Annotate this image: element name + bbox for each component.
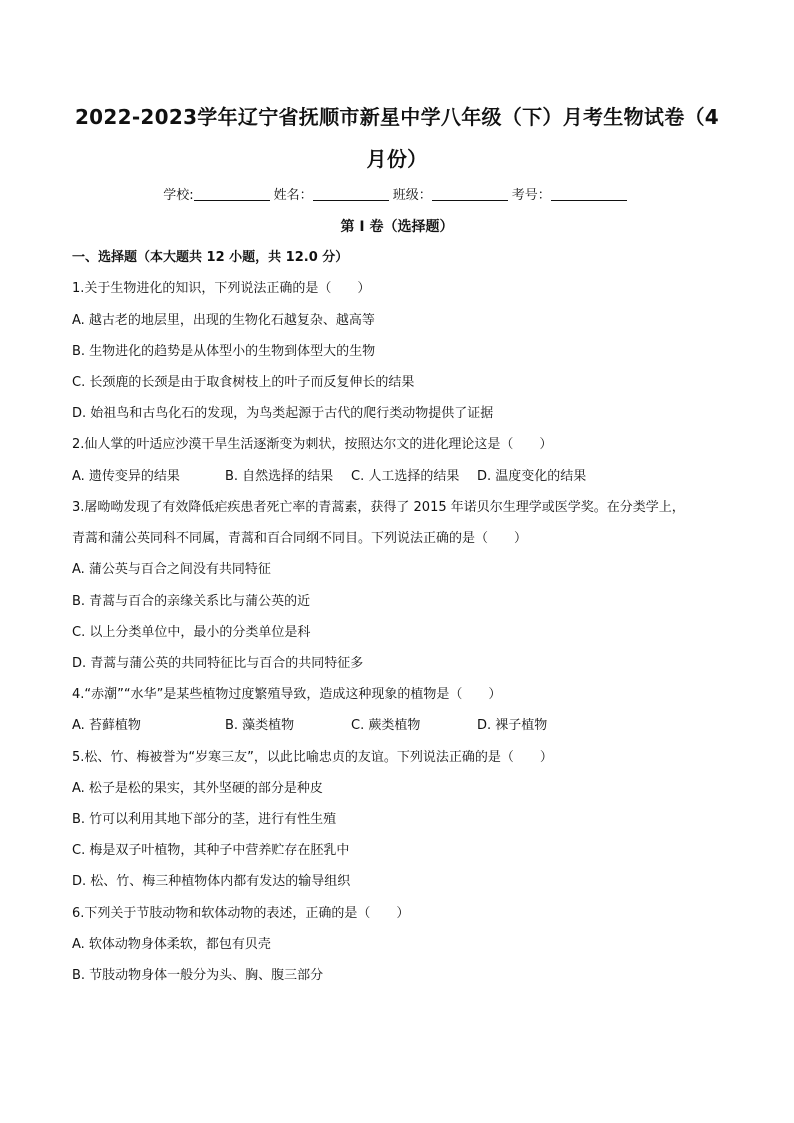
question-2-option-c: C. 人工选择的结果 bbox=[351, 469, 460, 484]
question-4-stem: 4.“赤潮”“水华”是某些植物过度繁殖导致，造成这种现象的植物是（ ） bbox=[72, 687, 502, 702]
question-2-options bbox=[72, 467, 586, 487]
question-6-option-a: A. 软体动物身体柔软，都包有贝壳 bbox=[72, 937, 271, 952]
part-heading: 一、选择题（本大题共 12 小题，共 12.0 分） bbox=[72, 250, 349, 265]
question-4-options bbox=[72, 716, 547, 736]
exam-number-blank[interactable] bbox=[551, 186, 627, 201]
section-title: 第 I 卷（选择题） bbox=[340, 219, 454, 235]
question-5-stem: 5.松、竹、梅被誉为“岁寒三友”，以此比喻忠贞的友谊。下列说法正确的是（ ） bbox=[72, 750, 553, 765]
name-label: 姓名： bbox=[273, 188, 313, 203]
question-3-option-b: B. 青蒿与百合的亲缘关系比与蒲公英的近 bbox=[72, 594, 311, 609]
question-5-option-a: A. 松子是松的果实，其外坚硬的部分是种皮 bbox=[72, 781, 323, 796]
class-blank[interactable] bbox=[432, 186, 508, 201]
exam-title-line-1: 2022-2023学年辽宁省抚顺市新星中学八年级（下）月考生物试卷（4 bbox=[74, 105, 720, 129]
question-3-stem-continued: 青蒿和蒲公英同科不同属，青蒿和百合同纲不同目。下列说法正确的是（ ） bbox=[72, 531, 528, 546]
question-3-option-a: A. 蒲公英与百合之间没有共同特征 bbox=[72, 562, 271, 577]
question-3-option-c: C. 以上分类单位中，最小的分类单位是科 bbox=[72, 625, 311, 640]
question-1-option-c: C. 长颈鹿的长颈是由于取食树枝上的叶子而反复伸长的结果 bbox=[72, 375, 415, 390]
question-2-option-d: D. 温度变化的结果 bbox=[477, 469, 587, 484]
question-5-option-c: C. 梅是双子叶植物，其种子中营养贮存在胚乳中 bbox=[72, 843, 350, 858]
question-2-option-b: B. 自然选择的结果 bbox=[225, 469, 334, 484]
question-5-option-b: B. 竹可以利用其地下部分的茎，进行有性生殖 bbox=[72, 812, 337, 827]
question-5-option-d: D. 松、竹、梅三种植物体内都有发达的输导组织 bbox=[72, 874, 351, 889]
question-1-stem: 1.关于生物进化的知识，下列说法正确的是（ ） bbox=[72, 281, 371, 296]
question-4-option-a: A. 苔藓植物 bbox=[72, 718, 141, 733]
question-1-option-d: D. 始祖鸟和古鸟化石的发现，为鸟类起源于古代的爬行类动物提供了证据 bbox=[72, 406, 494, 421]
exam-title-line-2: 月份） bbox=[366, 147, 428, 171]
question-4-option-c: C. 蕨类植物 bbox=[351, 718, 421, 733]
question-1-option-a: A. 越古老的地层里，出现的生物化石越复杂、越高等 bbox=[72, 313, 375, 328]
question-2-stem: 2.仙人掌的叶适应沙漠干旱生活逐渐变为刺状，按照达尔文的进化理论这是（ ） bbox=[72, 437, 553, 452]
question-4-option-b: B. 藻类植物 bbox=[225, 718, 295, 733]
question-1-option-b: B. 生物进化的趋势是从体型小的生物到体型大的生物 bbox=[72, 344, 376, 359]
school-label: 学校: bbox=[163, 188, 194, 203]
question-3-option-d: D. 青蒿与蒲公英的共同特征比与百合的共同特征多 bbox=[72, 656, 364, 671]
question-4-option-d: D. 裸子植物 bbox=[477, 718, 548, 733]
question-2-option-a: A. 遗传变异的结果 bbox=[72, 469, 180, 484]
question-6-option-b: B. 节肢动物身体一般分为头、胸、腹三部分 bbox=[72, 968, 324, 983]
class-label: 班级： bbox=[392, 188, 432, 203]
student-info-row bbox=[0, 186, 794, 206]
exam-number-label: 考号： bbox=[511, 188, 551, 203]
question-3-stem: 3.屠呦呦发现了有效降低疟疾患者死亡率的青蒿素，获得了 2015 年诺贝尔生理学或医学奖。在分类学上， bbox=[72, 500, 685, 515]
name-blank[interactable] bbox=[313, 186, 389, 201]
question-6-stem: 6.下列关于节肢动物和软体动物的表述，正确的是（ ） bbox=[72, 906, 410, 921]
school-blank[interactable] bbox=[194, 186, 270, 201]
